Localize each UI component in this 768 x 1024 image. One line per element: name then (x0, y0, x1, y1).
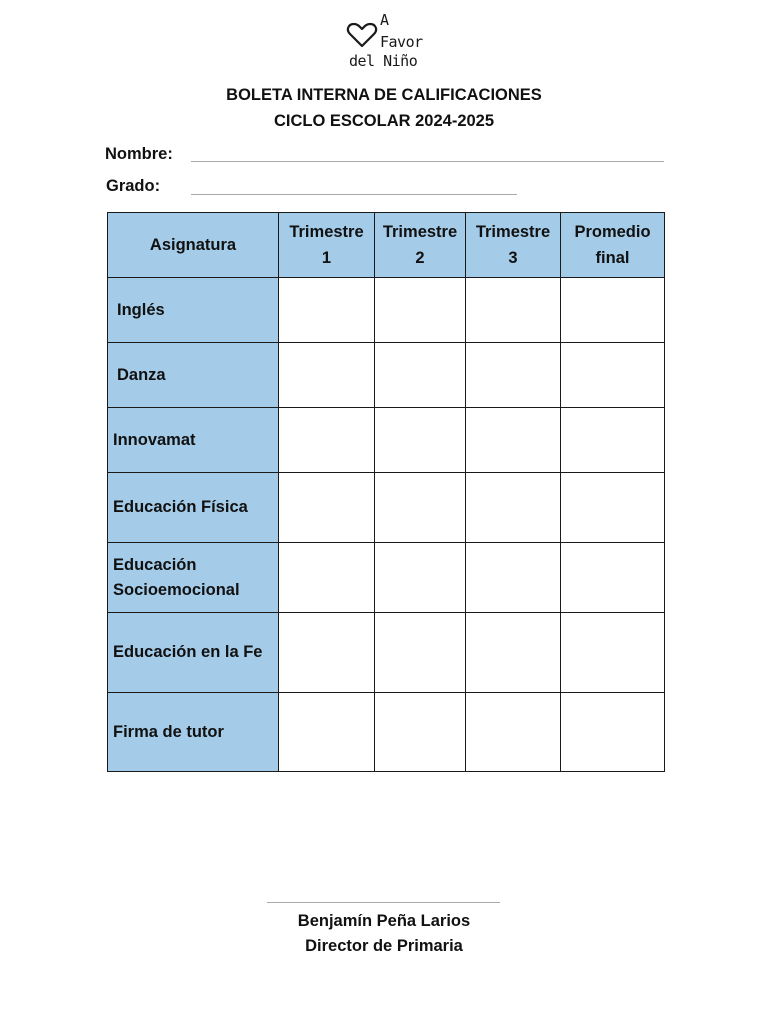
grade-cell[interactable] (279, 278, 375, 343)
logo-text-line3: del Niño (349, 52, 418, 70)
table-row (108, 473, 665, 543)
nombre-field-line[interactable] (191, 161, 664, 162)
grade-cell[interactable] (375, 613, 466, 693)
grade-cell[interactable] (375, 543, 466, 613)
header-promedio-final: Promedio final (561, 213, 665, 278)
table-header-row (108, 213, 665, 278)
grade-cell[interactable] (375, 408, 466, 473)
document-title: BOLETA INTERNA DE CALIFICACIONES (226, 86, 542, 104)
logo-text-line2: Favor (380, 33, 423, 51)
table-row (108, 343, 665, 408)
table-row (108, 613, 665, 693)
grade-cell[interactable] (466, 543, 561, 613)
subject-educacion-fisica: Educación Física (108, 473, 279, 543)
subject-educacion-en-la-fe: Educación en la Fe (108, 613, 279, 693)
grade-cell[interactable] (375, 343, 466, 408)
signature-cell[interactable] (466, 693, 561, 772)
director-role: Director de Primaria (305, 937, 463, 955)
grade-cell[interactable] (561, 473, 665, 543)
grade-cell[interactable] (279, 408, 375, 473)
table-row (108, 543, 665, 613)
signature-line (267, 902, 500, 903)
grade-cell[interactable] (279, 543, 375, 613)
grade-cell[interactable] (561, 278, 665, 343)
grade-cell[interactable] (561, 343, 665, 408)
subject-danza: Danza (108, 343, 279, 408)
subject-firma-de-tutor: Firma de tutor (108, 693, 279, 772)
header-asignatura: Asignatura (108, 213, 279, 278)
grade-cell[interactable] (279, 613, 375, 693)
grado-label: Grado: (106, 177, 161, 195)
grade-cell[interactable] (466, 473, 561, 543)
grade-cell[interactable] (279, 343, 375, 408)
grades-table (107, 212, 665, 772)
grade-cell[interactable] (561, 613, 665, 693)
subject-ingles: Inglés (108, 278, 279, 343)
grade-cell[interactable] (375, 473, 466, 543)
signature-cell[interactable] (375, 693, 466, 772)
header-trimestre-3: Trimestre 3 (466, 213, 561, 278)
table-row (108, 278, 665, 343)
subject-innovamat: Innovamat (108, 408, 279, 473)
grade-cell[interactable] (561, 543, 665, 613)
grade-cell[interactable] (466, 278, 561, 343)
grado-field-line[interactable] (191, 194, 517, 195)
grade-cell[interactable] (375, 278, 466, 343)
grade-cell[interactable] (561, 408, 665, 473)
document-subtitle: CICLO ESCOLAR 2024-2025 (273, 112, 495, 130)
grade-cell[interactable] (466, 408, 561, 473)
table-row (108, 693, 665, 772)
header-trimestre-2: Trimestre 2 (375, 213, 466, 278)
signature-cell[interactable] (279, 693, 375, 772)
signature-cell[interactable] (561, 693, 665, 772)
grade-cell[interactable] (466, 613, 561, 693)
header-trimestre-1: Trimestre 1 (279, 213, 375, 278)
table-row (108, 408, 665, 473)
school-logo (344, 12, 434, 72)
nombre-label: Nombre: (105, 145, 173, 163)
director-name: Benjamín Peña Larios (297, 912, 471, 930)
grade-cell[interactable] (279, 473, 375, 543)
logo-text-line1: A (380, 11, 389, 29)
subject-educacion-socioemocional: Educación Socioemocional (108, 543, 279, 613)
grade-cell[interactable] (466, 343, 561, 408)
heart-icon (346, 22, 378, 48)
